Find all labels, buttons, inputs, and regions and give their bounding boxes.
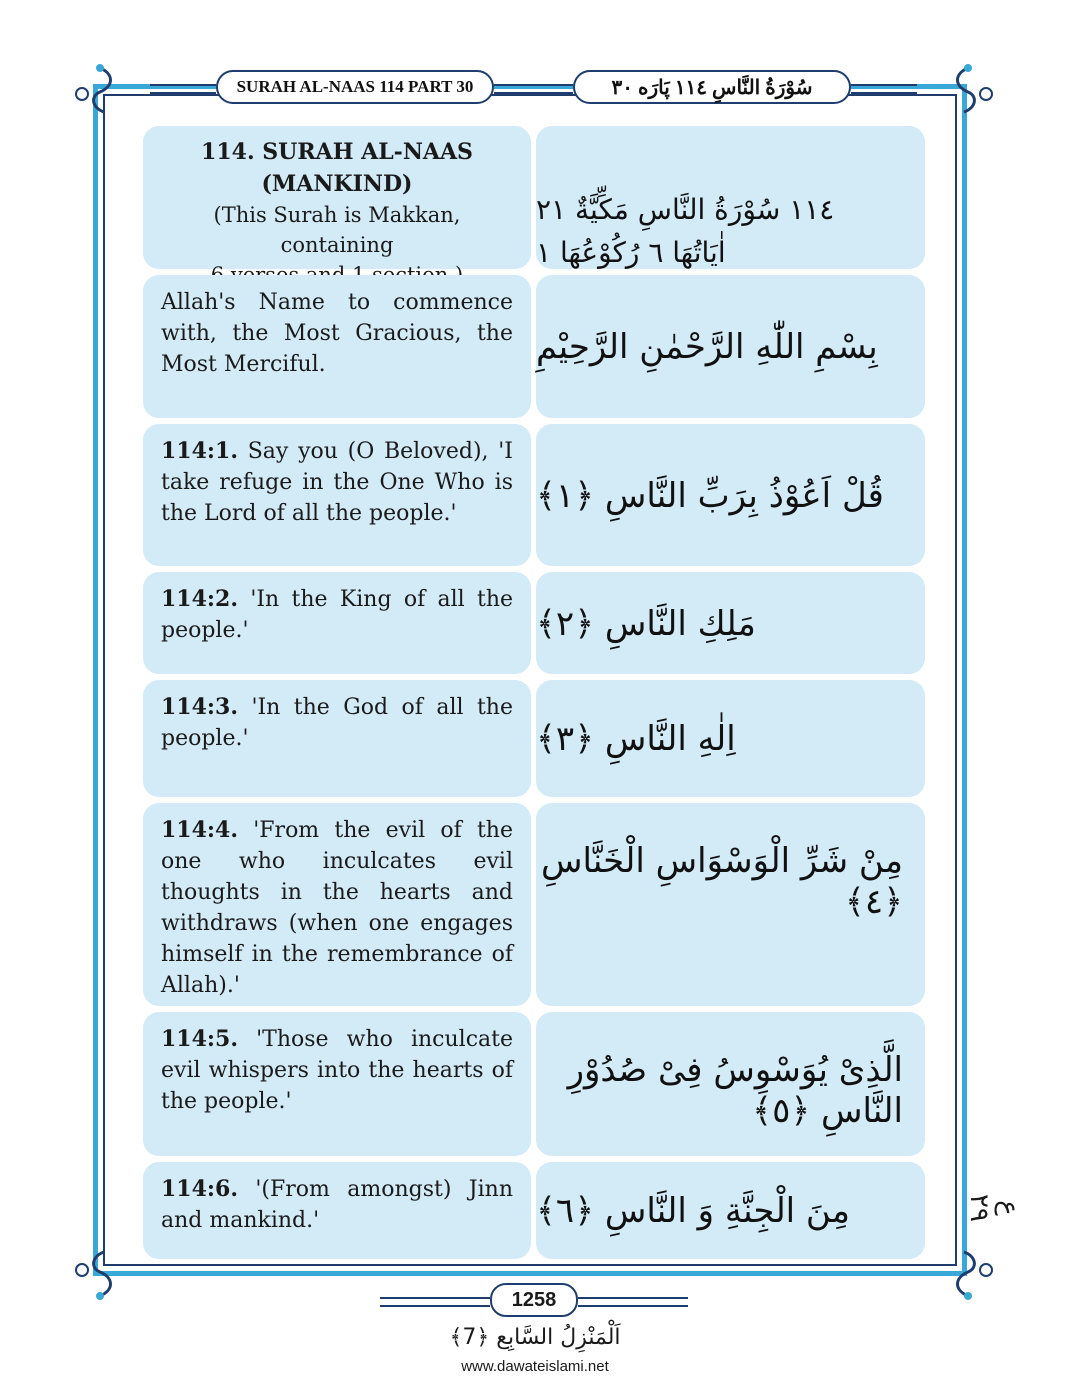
verse-text: 'In the King of all the people.' bbox=[161, 587, 514, 643]
manzil-label: اَلْمَنْزِلُ السَّابِع ﴿7﴾ bbox=[449, 1325, 621, 1350]
surah-info-arabic: اٰيَاتُهَا ٦ رُكُوْعُهَا ١ bbox=[536, 236, 726, 269]
surah-title: 114. SURAH AL-NAAS bbox=[201, 139, 473, 165]
verse-ref: 114:3. bbox=[161, 694, 239, 720]
verse-english bbox=[143, 803, 531, 1006]
surah-info: (This Surah is Makkan, containing bbox=[213, 203, 461, 257]
verse-english bbox=[143, 424, 531, 566]
title-row bbox=[143, 126, 925, 269]
corner-ornament-icon bbox=[938, 1240, 998, 1300]
title-cell-english bbox=[143, 126, 531, 269]
footer-rule bbox=[380, 1297, 490, 1307]
verse-row bbox=[143, 803, 925, 1006]
footer-rule bbox=[578, 1297, 688, 1307]
verse-ref: 114:6. bbox=[161, 1176, 239, 1202]
verse-english bbox=[143, 1012, 531, 1156]
header-rule bbox=[851, 84, 917, 94]
verse-ref: 114:2. bbox=[161, 586, 239, 612]
verse-arabic: اِلٰهِ النَّاسِ ﴿٣﴾ bbox=[536, 680, 925, 797]
verse-ref: 114:4. bbox=[161, 817, 239, 843]
verse-row bbox=[143, 1012, 925, 1156]
verse-row bbox=[143, 1162, 925, 1259]
page-number: 1258 bbox=[490, 1283, 578, 1317]
verse-arabic: الَّذِیْ یُوَسْوِسُ فِیْ صُدُوْرِ النَّاسِ ﴿٥﴾ bbox=[536, 1012, 925, 1156]
verse-text: 'In the God of all the people.' bbox=[161, 695, 513, 751]
header-title-arabic: سُوْرَةُ النَّاسِ ١١٤ پَارَه ٣٠ bbox=[573, 70, 851, 104]
verse-arabic: مِنْ شَرِّ الْوَسْوَاسِ الْخَنَّاسِ ﴿٤﴾ bbox=[536, 803, 925, 1006]
bismillah-text: Allah's Name to commence with, the Most Gracious, the Most Merciful. bbox=[161, 290, 513, 377]
header-rule bbox=[150, 84, 216, 94]
bismillah-arabic: بِسْمِ اللّٰهِ الرَّحْمٰنِ الرَّحِيْمِ bbox=[536, 275, 925, 418]
bismillah-english bbox=[143, 275, 531, 418]
verse-english bbox=[143, 1162, 531, 1259]
verse-arabic: مِنَ الْجِنَّةِ وَ النَّاسِ ﴿٦﴾ bbox=[536, 1162, 925, 1259]
corner-ornament-icon bbox=[70, 64, 130, 124]
corner-ornament-icon bbox=[938, 64, 998, 124]
verse-row bbox=[143, 572, 925, 674]
corner-ornament-icon bbox=[70, 1240, 130, 1300]
verse-text: '(From amongst) Jinn and mankind.' bbox=[161, 1177, 513, 1233]
verse-ref: 114:1. bbox=[161, 438, 239, 464]
ruku-mark: ع ٢٩ bbox=[964, 1194, 1024, 1222]
verse-text: 'From the evil of the one who inculcates evil thoughts in the hearts and withdraws (when one engages himself in the remembrance of Allah).' bbox=[161, 818, 513, 998]
surah-title-arabic: ١١٤ سُوْرَةُ النَّاسِ مَكِّيَّةٌ ٢١ bbox=[536, 193, 835, 226]
verse-arabic: مَلِكِ النَّاسِ ﴿٢﴾ bbox=[536, 572, 925, 674]
verse-english bbox=[143, 680, 531, 797]
surah-title-meaning: (MANKIND) bbox=[261, 171, 413, 197]
website-url: www.dawateislami.net bbox=[461, 1358, 609, 1375]
title-cell-arabic bbox=[536, 126, 925, 269]
verse-english bbox=[143, 572, 531, 674]
verse-row bbox=[143, 424, 925, 566]
verse-ref: 114:5. bbox=[161, 1026, 239, 1052]
header-rule bbox=[494, 84, 573, 94]
verse-row bbox=[143, 680, 925, 797]
verse-arabic: قُلْ اَعُوْذُ بِرَبِّ النَّاسِ ﴿١﴾ bbox=[536, 424, 925, 566]
verse-text: Say you (O Beloved), 'I take refuge in the One Who is the Lord of all the people.' bbox=[161, 439, 513, 526]
bismillah-row bbox=[143, 275, 925, 418]
verse-text: 'Those who inculcate evil whispers into the hearts of the people.' bbox=[161, 1027, 513, 1114]
header-title-english: SURAH AL-NAAS 114 PART 30 bbox=[216, 70, 494, 104]
